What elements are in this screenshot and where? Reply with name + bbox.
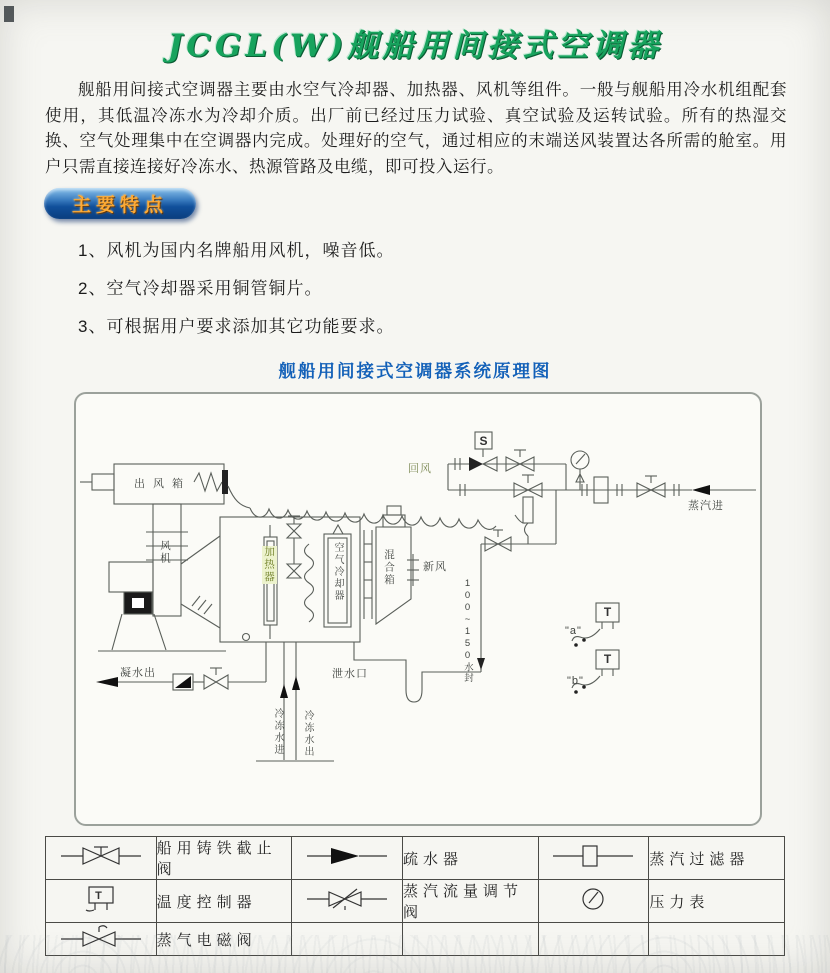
legend-label: 压力表 <box>649 880 785 923</box>
schematic-panel <box>74 392 762 826</box>
legend-label: 船用铸铁截止阀 <box>156 837 292 880</box>
feature-item: 3、可根据用户要求添加其它功能要求。 <box>78 317 395 336</box>
air-cooler-label: 空气冷却器 <box>332 542 343 602</box>
water-seal-label: 100~150水封 <box>462 578 473 683</box>
chilled-water-in-label: 冷冻水进 <box>272 708 283 756</box>
steam-trap-symbol <box>292 837 403 880</box>
legend-label: 温度控制器 <box>156 880 292 923</box>
intro-paragraph: 舰船用间接式空调器主要由水空气冷却器、加热器、风机等组件。一般与舰船用冷水机组配套使用，其低温冷冻水为冷却介质。出厂前已经过压力试验、真空试验及运转试验。所有的热湿交换、空气处理集中在空调器内完成。处理好的空气，通过相应的末端送风装置达各所需的舱室。用户只需直接连接好冷冻水、热源管路及电缆，即可投入运行。 <box>45 81 787 176</box>
steam-filter-symbol <box>538 837 649 880</box>
feature-item: 1、风机为国内名牌船用风机，噪音低。 <box>78 241 395 260</box>
solenoid-s-label: S <box>479 434 488 448</box>
system-schematic-drawing <box>76 394 760 824</box>
pressure-gauge-symbol <box>538 880 649 923</box>
features-badge <box>44 188 196 219</box>
temp-controller-b-letter: T <box>603 652 612 666</box>
outlet-box-label: 出风箱 <box>134 478 191 490</box>
legend-row <box>46 837 785 880</box>
steam-flow-valve-symbol <box>292 880 403 923</box>
steam-inlet-label: 蒸汽进 <box>688 500 724 512</box>
temp-controller-symbol <box>46 880 157 923</box>
fan-label: 风机 <box>159 540 171 565</box>
legend-label: 疏水器 <box>402 837 538 880</box>
sensor-b-label: "b" <box>567 675 584 687</box>
legend-label: 蒸汽过滤器 <box>649 837 785 880</box>
legend-row <box>46 880 785 923</box>
bottom-watermark-pattern <box>0 935 830 973</box>
drain-outlet-label: 泄水口 <box>332 668 368 680</box>
feature-item: 2、空气冷却器采用铜管铜片。 <box>78 279 323 298</box>
sensor-a-label: "a" <box>565 625 582 637</box>
chilled-water-out-label: 冷冻水出 <box>302 710 313 758</box>
features-list <box>78 232 394 346</box>
fresh-air-label: 新风 <box>423 561 447 573</box>
heater-label: 加热器 <box>263 546 275 584</box>
features-badge-label: 主要特点 <box>71 195 168 216</box>
legend-label: 蒸汽流量调节阀 <box>402 880 538 923</box>
legend-label: 蒸气电磁阀 <box>156 923 292 956</box>
temp-controller-a-letter: T <box>603 605 612 619</box>
diagram-title: 舰船用间接式空调器系统原理图 <box>278 361 552 381</box>
mixing-box-label: 混合箱 <box>383 549 395 587</box>
globe-valve-symbol <box>46 837 157 880</box>
page-title: JCGL(W)舰船用间接式空调器 <box>167 28 663 64</box>
return-air-label: 回风 <box>408 463 432 475</box>
condensate-out-label: 凝水出 <box>120 667 156 679</box>
temp-controller-symbol-letter: T <box>94 890 107 902</box>
